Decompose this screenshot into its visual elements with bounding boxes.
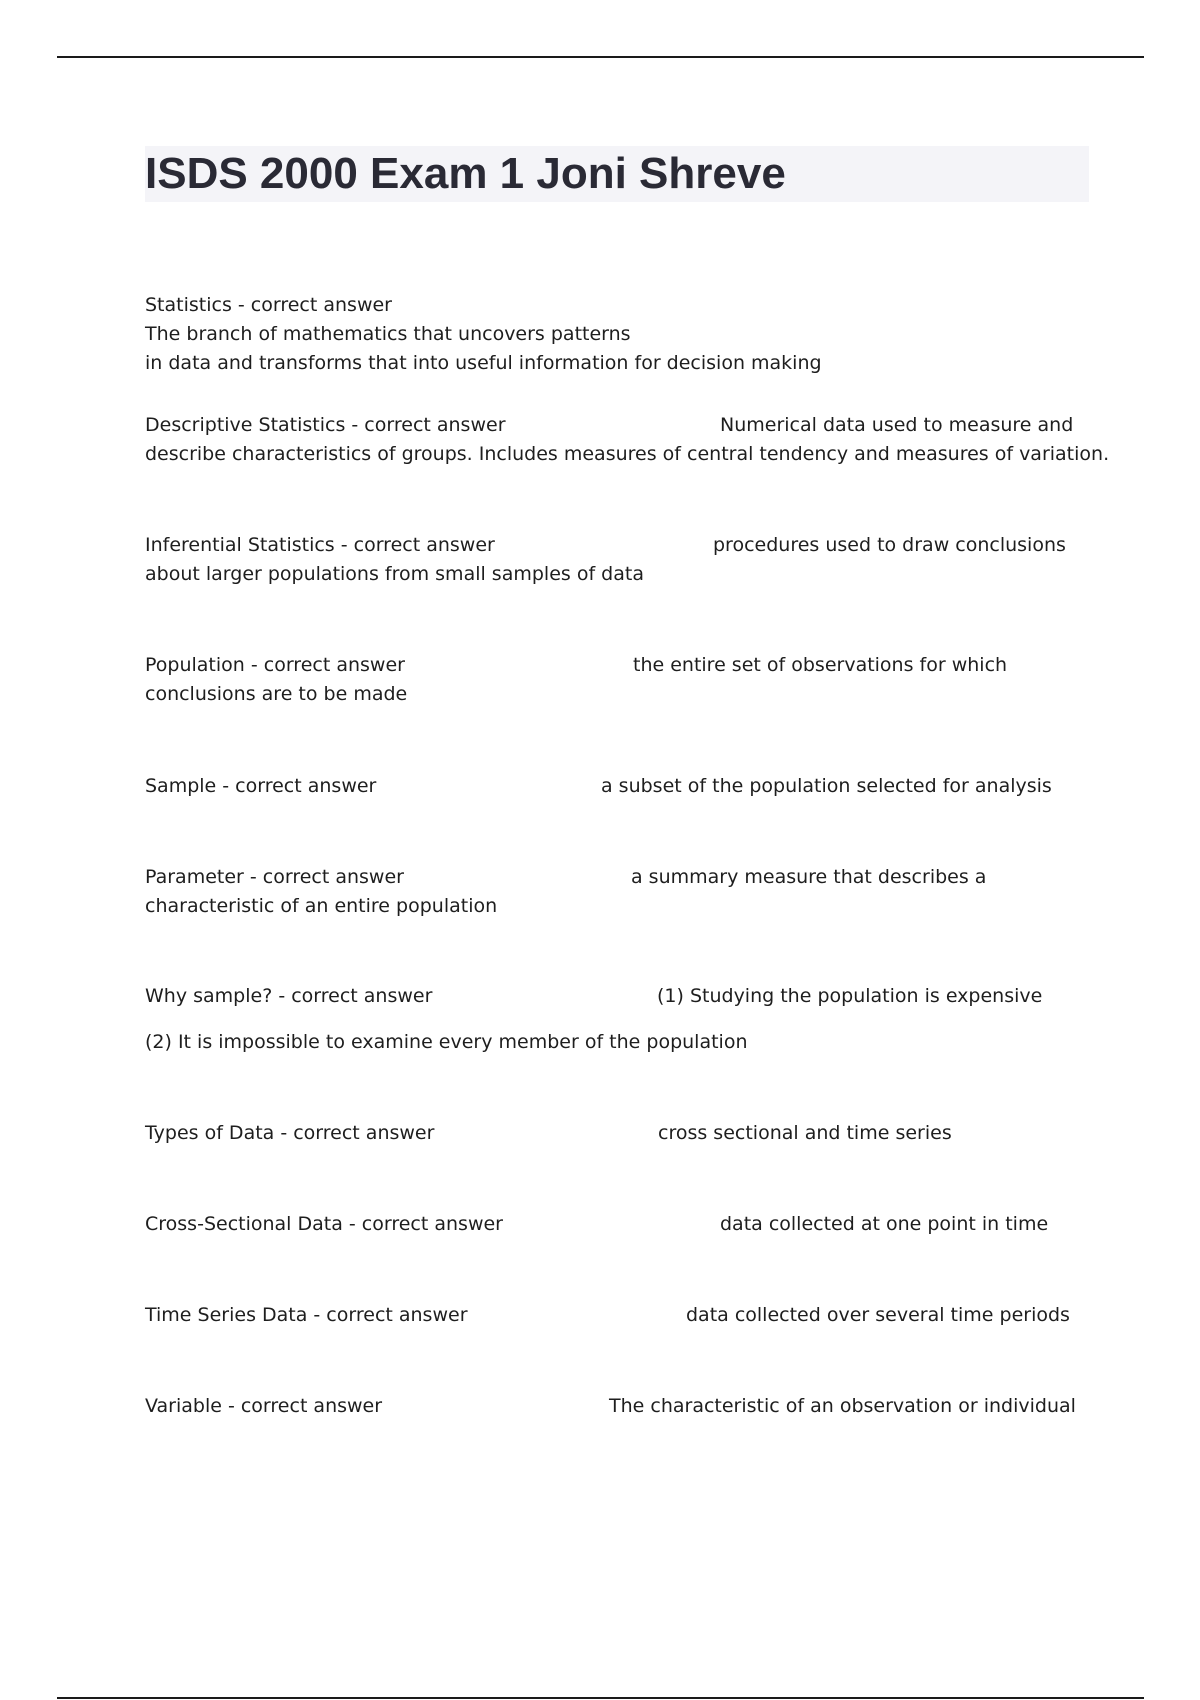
entry-why-sample [145,982,1085,1057]
entry-term: Population - correct answer [145,654,405,676]
entry-definition: procedures used to draw conclusions [713,534,1066,556]
entry-definition: (1) Studying the population is expensive [657,985,1043,1007]
entry-definition-continued: in data and transforms that into useful information for decision making [145,352,822,374]
entry-definition-continued: describe characteristics of groups. Includes measures of central tendency and measures of variation. [145,443,1110,465]
entry-definition: a summary measure that describes a [631,866,987,888]
entry-definition: data collected over several time periods [686,1304,1070,1326]
entry-definition-continued: (2) It is impossible to examine every member of the population [145,1031,748,1053]
entry-term: Variable - correct answer [145,1395,383,1417]
entry-term: Types of Data - correct answer [145,1122,435,1144]
entry-definition: data collected at one point in time [720,1213,1049,1235]
entry-definition: the entire set of observations for which [633,654,1008,676]
entry-term: Inferential Statistics - correct answer [145,534,495,556]
entry-time-series-data [145,1301,1085,1330]
entry-types-of-data [145,1119,1085,1148]
entry-definition: Numerical data used to measure and [720,414,1074,436]
entry-inferential-statistics [145,531,1085,589]
entry-definition-continued: about larger populations from small samples of data [145,563,644,585]
entry-population [145,651,1085,709]
entry-definition: a subset of the population selected for analysis [601,775,1052,797]
entry-parameter [145,863,1085,921]
entry-term: Statistics - correct answer [145,294,392,316]
entry-term: Parameter - correct answer [145,866,404,888]
entry-cross-sectional-data [145,1210,1085,1239]
entry-definition-continued: characteristic of an entire population [145,895,498,917]
entry-descriptive-statistics [145,411,1110,469]
entry-definition: cross sectional and time series [658,1122,952,1144]
entry-definition: The branch of mathematics that uncovers patterns [145,323,631,345]
document-title: ISDS 2000 Exam 1 Joni Shreve [145,149,786,198]
entry-term: Cross-Sectional Data - correct answer [145,1213,503,1235]
entry-term: Time Series Data - correct answer [145,1304,468,1326]
top-rule [57,56,1144,58]
entry-sample [145,772,1085,801]
entry-term: Why sample? - correct answer [145,985,433,1007]
entry-statistics [145,291,1085,378]
entry-variable [145,1392,1085,1421]
entry-definition: The characteristic of an observation or individual [609,1395,1076,1417]
entry-term: Descriptive Statistics - correct answer [145,414,506,436]
entry-term: Sample - correct answer [145,775,377,797]
bottom-rule [57,1697,1144,1699]
entry-definition-continued: conclusions are to be made [145,683,408,705]
